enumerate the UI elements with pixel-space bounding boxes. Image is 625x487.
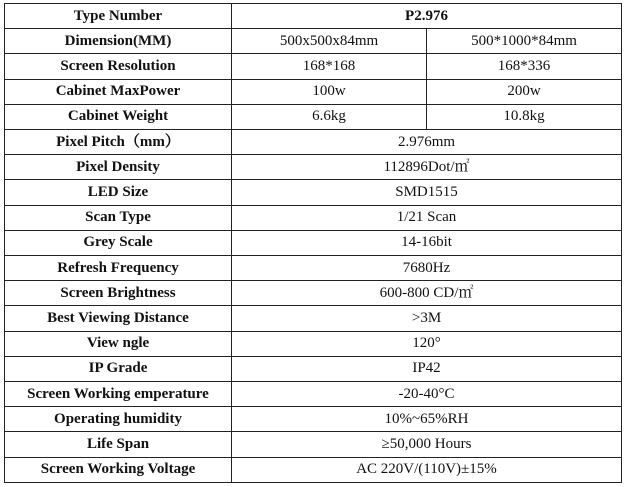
row-label: Dimension(MM) [5,29,232,54]
table-row [5,281,622,306]
row-value: AC 220V/(110V)±15% [232,457,622,482]
row-label: Screen Resolution [5,54,232,79]
table-row [5,205,622,230]
row-label: Operating humidity [5,407,232,432]
table-row [5,432,622,457]
row-value: 500x500x84mm [232,29,427,54]
row-value: 1/21 Scan [232,205,622,230]
row-value: 120° [232,331,622,356]
row-value: 600-800 CD/㎡ [232,281,622,306]
row-label: Screen Working Voltage [5,457,232,482]
table-row [5,382,622,407]
table-row [5,29,622,54]
spec-table [4,3,622,483]
row-label: Cabinet MaxPower [5,79,232,104]
table-row [5,331,622,356]
row-value: 168*336 [427,54,622,79]
table-row [5,104,622,129]
row-label: View ngle [5,331,232,356]
row-label: Best Viewing Distance [5,306,232,331]
row-label: IP Grade [5,356,232,381]
row-value: P2.976 [232,4,622,29]
table-row [5,407,622,432]
row-value: -20-40°C [232,382,622,407]
row-value: 168*168 [232,54,427,79]
row-label: Pixel Pitch（mm） [5,130,232,155]
row-label: Pixel Density [5,155,232,180]
table-row [5,130,622,155]
row-value: SMD1515 [232,180,622,205]
table-row [5,79,622,104]
table-row [5,256,622,281]
row-value: 6.6kg [232,104,427,129]
row-label: Screen Working emperature [5,382,232,407]
table-row [5,155,622,180]
row-value: ≥50,000 Hours [232,432,622,457]
table-row [5,356,622,381]
table-row [5,180,622,205]
row-label: Scan Type [5,205,232,230]
row-value: 200w [427,79,622,104]
row-value: 7680Hz [232,256,622,281]
table-row [5,54,622,79]
row-value: 10%~65%RH [232,407,622,432]
row-value: 2.976mm [232,130,622,155]
row-label: LED Size [5,180,232,205]
table-row [5,457,622,482]
row-value: 14-16bit [232,230,622,255]
row-label: Grey Scale [5,230,232,255]
row-label: Cabinet Weight [5,104,232,129]
row-label: Refresh Frequency [5,256,232,281]
table-row [5,4,622,29]
row-value: >3M [232,306,622,331]
row-value: 10.8kg [427,104,622,129]
table-row [5,230,622,255]
row-value: 112896Dot/㎡ [232,155,622,180]
row-value: IP42 [232,356,622,381]
row-value: 100w [232,79,427,104]
row-value: 500*1000*84mm [427,29,622,54]
row-label: Type Number [5,4,232,29]
row-label: Life Span [5,432,232,457]
row-label: Screen Brightness [5,281,232,306]
table-row [5,306,622,331]
